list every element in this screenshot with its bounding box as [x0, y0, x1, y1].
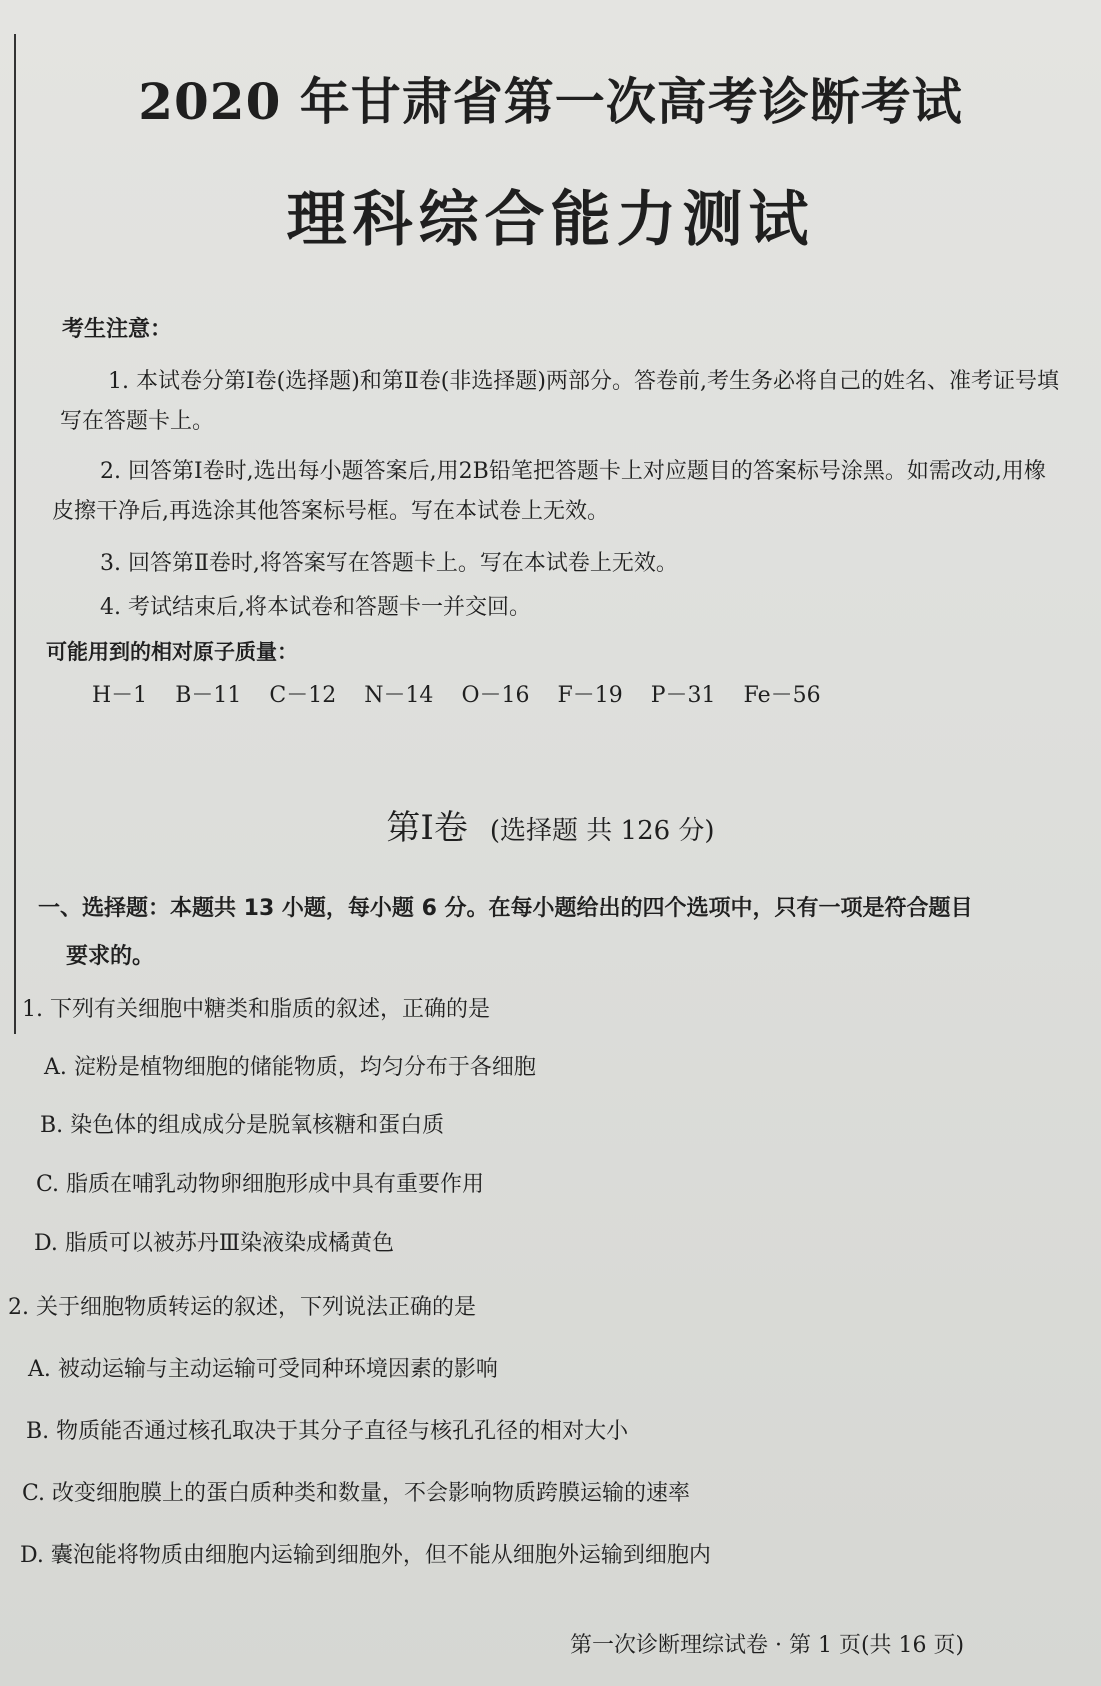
section-name: 第Ⅰ卷: [386, 808, 468, 848]
question-2-option-d: D. 囊泡能将物质由细胞内运输到细胞外，但不能从细胞外运输到细胞内: [20, 1543, 711, 1568]
atomic-mass-item: Fe－56: [743, 683, 821, 708]
question-1-option-b: B. 染色体的组成成分是脱氧核糖和蛋白质: [40, 1113, 445, 1138]
section-title: [0, 800, 1101, 849]
atomic-mass-heading: 可能用到的相对原子质量：: [46, 640, 298, 664]
exam-subtitle: 理科综合能力测试: [286, 185, 815, 255]
exam-title: 2020 年甘肃省第一次高考诊断考试: [138, 72, 963, 131]
question-1-option-d: D. 脂质可以被苏丹Ⅲ染液染成橘黄色: [34, 1231, 395, 1256]
atomic-mass-item: H－1: [92, 683, 148, 708]
question-2-option-b: B. 物质能否通过核孔取决于其分子直径与核孔孔径的相对大小: [26, 1419, 629, 1444]
notice-item-4: 4. 考试结束后,将本试卷和答题卡一并交回。: [100, 595, 531, 620]
atomic-mass-item: P－31: [650, 683, 716, 708]
atomic-mass-item: C－12: [269, 683, 337, 708]
question-2-option-a: A. 被动运输与主动运输可受同种环境因素的影响: [28, 1357, 498, 1382]
notice-item-1: 1. 本试卷分第Ⅰ卷(选择题)和第Ⅱ卷(非选择题)两部分。答卷前,考生务必将自己的姓名、准考证号填写在答题卡上。: [60, 369, 1059, 434]
section-subtitle: (选择题 共 126 分): [489, 816, 715, 846]
question-1-option-c: C. 脂质在哺乳动物卵细胞形成中具有重要作用: [36, 1172, 485, 1197]
instruction-line-2: 要求的。: [66, 944, 155, 969]
notice-item-3: 3. 回答第Ⅱ卷时,将答案写在答题卡上。写在本试卷上无效。: [100, 551, 678, 576]
atomic-mass-item: O－16: [461, 683, 530, 708]
notice-heading: 考生注意：: [62, 317, 173, 342]
atomic-mass-item: B－11: [175, 683, 242, 708]
question-2-stem: 2. 关于细胞物质转运的叙述，下列说法正确的是: [8, 1295, 476, 1320]
notice-item-2: 2. 回答第Ⅰ卷时,选出每小题答案后,用2B铅笔把答题卡上对应题目的答案标号涂黑。如需改动,用橡皮擦干净后,再选涂其他答案标号框。写在本试卷上无效。: [52, 459, 1046, 524]
atomic-mass-item: F－19: [557, 683, 623, 708]
question-1-stem: 1. 下列有关细胞中糖类和脂质的叙述，正确的是: [22, 997, 490, 1022]
atomic-mass-item: N－14: [364, 683, 434, 708]
atomic-mass-list: [92, 678, 849, 709]
page-footer: 第一次诊断理综试卷 · 第 1 页(共 16 页): [570, 1633, 965, 1658]
question-1-option-a: A. 淀粉是植物细胞的储能物质，均匀分布于各细胞: [44, 1055, 536, 1080]
instruction-line-1: 一、选择题：本题共 13 小题，每小题 6 分。在每小题给出的四个选项中，只有一项是符合题目: [38, 896, 973, 921]
section-instruction: [38, 885, 1068, 981]
question-2-option-c: C. 改变细胞膜上的蛋白质种类和数量，不会影响物质跨膜运输的速率: [22, 1481, 691, 1506]
